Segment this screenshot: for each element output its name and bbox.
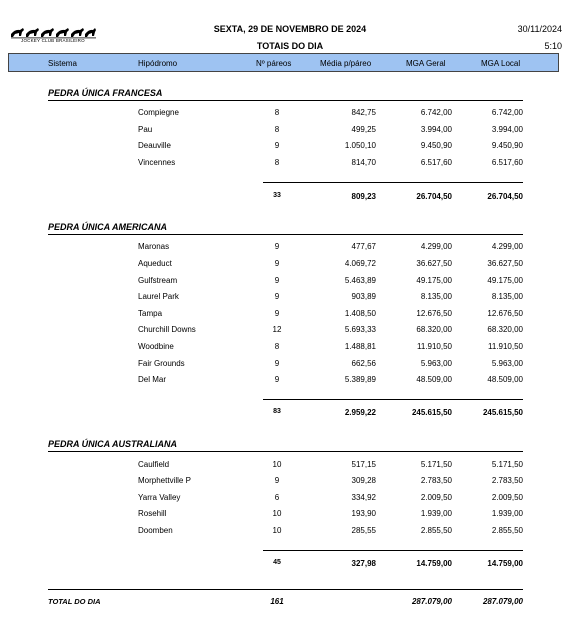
mga-local-value: 2.009,50 [491, 493, 523, 502]
col-pareos: Nº páreos [256, 59, 292, 68]
col-hipodromo: Hipódromo [138, 59, 178, 68]
pareos-count: 8 [274, 342, 280, 351]
mga-geral-value: 2.855,50 [420, 526, 452, 535]
col-media: Média p/páreo [320, 59, 372, 68]
subtotal-local: 245.615,50 [482, 408, 523, 417]
print-time: 5:10 [544, 41, 562, 51]
mga-local-value: 48.509,00 [487, 375, 523, 384]
pareos-count: 8 [274, 125, 280, 134]
media-value: 1.408,50 [344, 309, 376, 318]
pareos-count: 9 [274, 292, 280, 301]
subtotal-geral: 14.759,00 [416, 559, 452, 568]
mga-local-value: 9.450,90 [491, 141, 523, 150]
section-title: PEDRA ÚNICA FRANCESA [48, 88, 163, 98]
col-sistema: Sistema [48, 59, 77, 68]
subtotal-media: 809,23 [351, 192, 376, 201]
hipodromo-name: Fair Grounds [138, 359, 185, 368]
mga-geral-value: 9.450,90 [420, 141, 452, 150]
media-value: 5.389,89 [344, 375, 376, 384]
media-value: 842,75 [351, 108, 376, 117]
mga-geral-value: 3.994,00 [420, 125, 452, 134]
hipodromo-name: Laurel Park [138, 292, 179, 301]
pareos-count: 9 [274, 359, 280, 368]
mga-geral-value: 36.627,50 [416, 259, 452, 268]
mga-geral-value: 4.299,00 [420, 242, 452, 251]
subtotal-media: 327,98 [351, 559, 376, 568]
mga-local-value: 1.939,00 [491, 509, 523, 518]
media-value: 477,67 [351, 242, 376, 251]
media-value: 334,92 [351, 493, 376, 502]
mga-geral-value: 2.783,50 [420, 476, 452, 485]
col-mga-geral: MGA Geral [406, 59, 446, 68]
pareos-count: 6 [274, 493, 280, 502]
section-divider [48, 451, 523, 452]
mga-local-value: 6.517,60 [491, 158, 523, 167]
col-mga-local: MGA Local [481, 59, 521, 68]
hipodromo-name: Del Mar [138, 375, 167, 384]
pareos-count: 10 [272, 509, 282, 518]
mga-geral-value: 5.963,00 [420, 359, 452, 368]
hipodromo-name: Aqueduct [138, 259, 172, 268]
hipodromo-name: Yarra Valley [138, 493, 181, 502]
mga-local-value: 2.783,50 [491, 476, 523, 485]
media-value: 1.488,81 [344, 342, 376, 351]
mga-local-value: 68.320,00 [487, 325, 523, 334]
mga-geral-value: 6.742,00 [420, 108, 452, 117]
media-value: 517,15 [351, 460, 376, 469]
section-title: PEDRA ÚNICA AUSTRALIANA [48, 439, 177, 449]
subtotal-divider [263, 182, 523, 183]
subtotal-local: 26.704,50 [487, 192, 523, 201]
mga-geral-value: 2.009,50 [420, 493, 452, 502]
hipodromo-name: Vincennes [138, 158, 176, 167]
subtotal-pareos: 83 [273, 408, 281, 415]
mga-geral-value: 1.939,00 [420, 509, 452, 518]
subtotal-divider [263, 550, 523, 551]
media-value: 4.069,72 [344, 259, 376, 268]
table-row [0, 509, 580, 523]
media-value: 309,28 [351, 476, 376, 485]
pareos-count: 10 [272, 460, 282, 469]
hipodromo-name: Maronas [138, 242, 170, 251]
grand-total-row [0, 597, 580, 611]
media-value: 193,90 [351, 509, 376, 518]
hipodromo-name: Deauville [138, 141, 171, 150]
pareos-count: 10 [272, 526, 282, 535]
media-value: 285,55 [351, 526, 376, 535]
pareos-count: 9 [274, 375, 280, 384]
mga-geral-value: 11.910,50 [417, 342, 452, 351]
mga-geral-value: 6.517,60 [420, 158, 452, 167]
table-row [0, 493, 580, 507]
section-divider [48, 234, 523, 235]
mga-local-value: 36.627,50 [487, 259, 523, 268]
table-row [0, 108, 580, 122]
hipodromo-name: Tampa [138, 309, 163, 318]
report-date-line: SEXTA, 29 DE NOVEMBRO DE 2024 [213, 24, 367, 34]
table-row [0, 526, 580, 540]
total-label: TOTAL DO DIA [48, 597, 101, 606]
total-divider [48, 589, 523, 590]
mga-geral-value: 68.320,00 [416, 325, 452, 334]
hipodromo-name: Woodbine [138, 342, 174, 351]
mga-local-value: 11.910,50 [488, 342, 523, 351]
mga-local-value: 5.963,00 [491, 359, 523, 368]
subtotal-media: 2.959,22 [344, 408, 376, 417]
logo-text: JOCKEY CLUB BRASILEIRO [21, 38, 85, 43]
hipodromo-name: Caulfield [138, 460, 170, 469]
hipodromo-name: Rosehill [138, 509, 167, 518]
table-row [0, 375, 580, 389]
mga-local-value: 49.175,00 [487, 276, 523, 285]
subtotal-local: 14.759,00 [487, 559, 523, 568]
mga-geral-value: 49.175,00 [416, 276, 452, 285]
hipodromo-name: Doomben [138, 526, 173, 535]
section-title: PEDRA ÚNICA AMERICANA [48, 222, 167, 232]
pareos-count: 9 [274, 476, 280, 485]
mga-geral-value: 48.509,00 [416, 375, 452, 384]
mga-local-value: 12.676,50 [487, 309, 523, 318]
mga-geral-value: 5.171,50 [420, 460, 452, 469]
hipodromo-name: Pau [138, 125, 153, 134]
media-value: 5.693,33 [344, 325, 376, 334]
total-pareos: 161 [270, 597, 284, 606]
hipodromo-name: Gulfstream [138, 276, 178, 285]
hipodromo-name: Churchill Downs [138, 325, 196, 334]
pareos-count: 8 [274, 108, 280, 117]
media-value: 814,70 [351, 158, 376, 167]
media-value: 499,25 [351, 125, 376, 134]
table-row [0, 359, 580, 373]
pareos-count: 9 [274, 141, 280, 150]
subtotal-divider [263, 399, 523, 400]
subtotal-pareos: 45 [273, 559, 281, 566]
pareos-count: 8 [274, 158, 280, 167]
total-local: 287.079,00 [482, 597, 523, 606]
report-title: TOTAIS DO DIA [256, 41, 324, 51]
subtotal-geral: 26.704,50 [416, 192, 452, 201]
subtotal-pareos: 33 [273, 192, 281, 199]
print-date: 30/11/2024 [517, 24, 562, 34]
media-value: 903,89 [351, 292, 376, 301]
table-row [0, 342, 580, 356]
mga-geral-value: 12.676,50 [416, 309, 452, 318]
table-row [0, 460, 580, 474]
mga-local-value: 2.855,50 [491, 526, 523, 535]
section-divider [48, 100, 523, 101]
media-value: 1.050,10 [344, 141, 376, 150]
mga-local-value: 5.171,50 [491, 460, 523, 469]
subtotal-row [0, 559, 580, 573]
pareos-count: 9 [274, 276, 280, 285]
table-row [0, 476, 580, 490]
hipodromo-name: Morphettville P [138, 476, 191, 485]
subtotal-row [0, 192, 580, 206]
table-row [0, 292, 580, 306]
table-row [0, 259, 580, 273]
pareos-count: 9 [274, 259, 280, 268]
mga-local-value: 8.135,00 [491, 292, 523, 301]
media-value: 662,56 [351, 359, 376, 368]
table-row [0, 141, 580, 155]
media-value: 5.463,89 [344, 276, 376, 285]
mga-geral-value: 8.135,00 [420, 292, 452, 301]
mga-local-value: 6.742,00 [491, 108, 523, 117]
table-row [0, 125, 580, 139]
pareos-count: 9 [274, 309, 280, 318]
pareos-count: 12 [272, 325, 282, 334]
pareos-count: 9 [274, 242, 280, 251]
hipodromo-name: Compiegne [138, 108, 179, 117]
mga-local-value: 3.994,00 [491, 125, 523, 134]
subtotal-row [0, 408, 580, 422]
table-row [0, 158, 580, 172]
mga-local-value: 4.299,00 [491, 242, 523, 251]
subtotal-geral: 245.615,50 [411, 408, 452, 417]
table-row [0, 242, 580, 256]
table-row [0, 276, 580, 290]
table-row [0, 309, 580, 323]
total-geral: 287.079,00 [411, 597, 452, 606]
table-row [0, 325, 580, 339]
